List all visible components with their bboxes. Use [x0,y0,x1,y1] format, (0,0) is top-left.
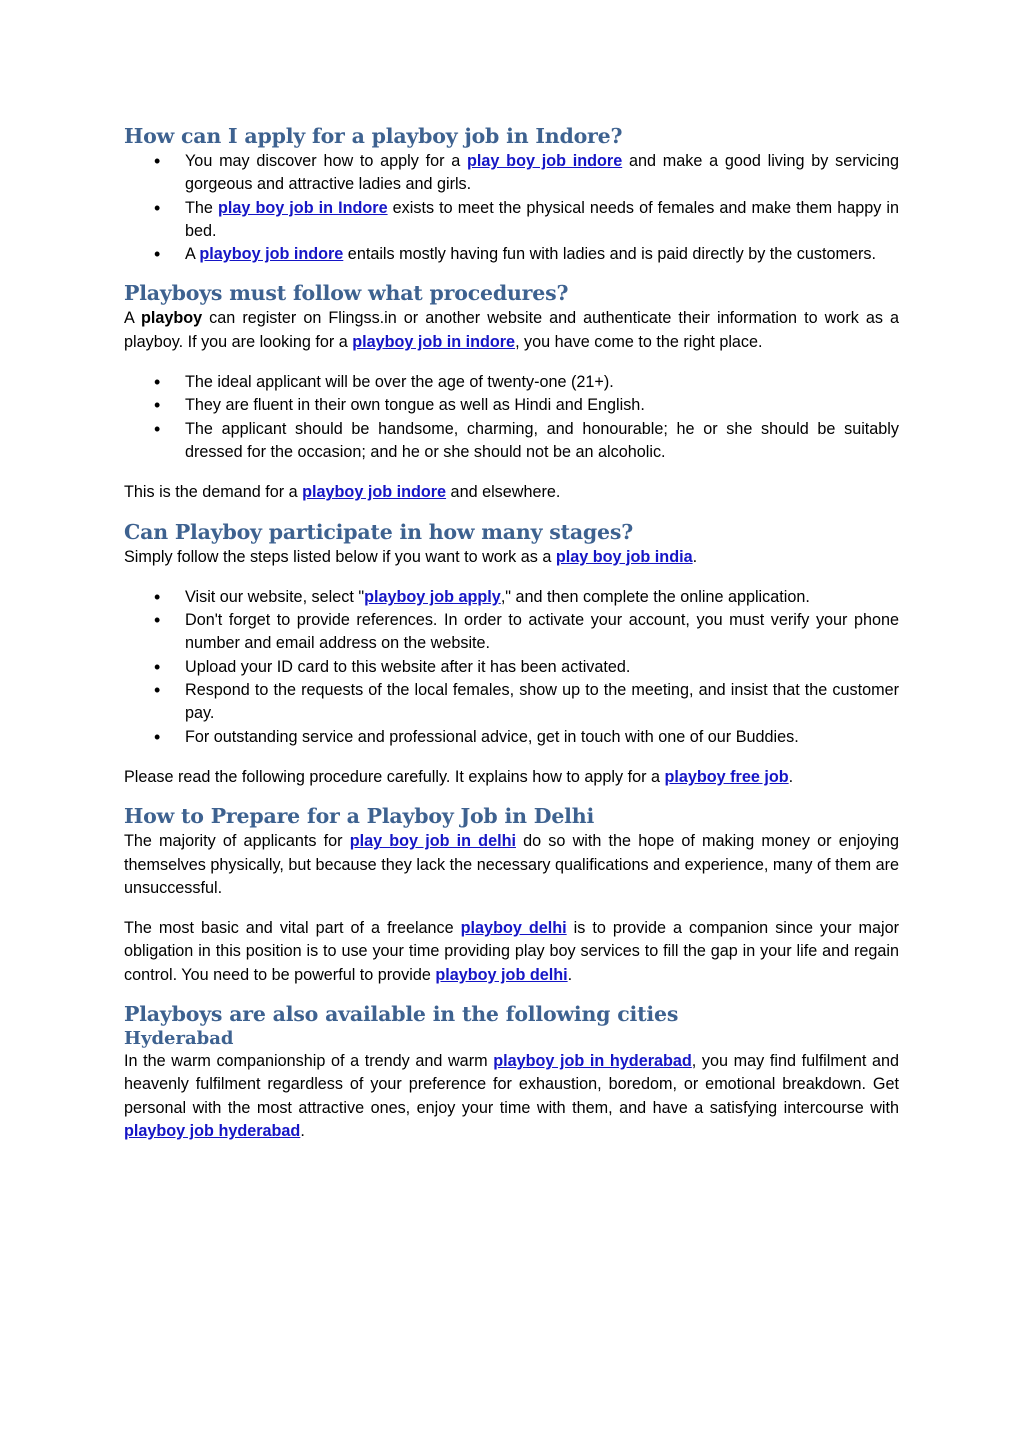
paragraph-delhi-freelance [124,917,899,987]
heading-delhi: How to Prepare for a Playboy Job in Delhi [124,804,595,829]
text-span: . [788,767,794,786]
list-item: • They are fluent in their own tongue as well as Hindi and English. [124,394,899,417]
list-item: • Respond to the requests of the local females, show up to the meeting, and insist that the customer pay. [124,679,899,726]
list-item: • Upload your ID card to this website after it has been activated. [124,656,899,679]
text-span: , you have come to the right place. [515,332,763,351]
heading-stages: Can Playboy participate in how many stages? [124,519,634,544]
link-playboy-delhi[interactable]: playboy delhi [460,919,567,938]
list-item [124,586,899,609]
text-span: . [692,547,698,566]
text-span: ," and then complete the online application. [500,587,810,606]
list-item: • The applicant should be handsome, charming, and honourable; he or she should be suitably dressed for the occasion; and he or she should not be an alcoholic. [124,418,899,465]
text-span: Visit our website, select " [185,587,365,606]
list-item [124,243,899,266]
link-play-boy-job-in-indore[interactable]: play boy job in Indore [217,198,388,217]
text-span: . [300,1121,305,1140]
bullet-list-indore [124,150,899,266]
link-playboy-free-job[interactable]: playboy free job [664,767,789,786]
text-span: The majority of applicants for [124,832,350,851]
text-span: Simply follow the steps listed below if you want to work as a [124,547,556,566]
text-span: In the warm companionship of a trendy and warm [124,1052,494,1071]
link-playboy-job-apply[interactable]: playboy job apply [364,587,501,606]
list-item: • For outstanding service and professional advice, get in touch with one of our Buddies. [124,726,899,749]
paragraph-register [124,307,899,354]
bullet-list-requirements [124,371,899,464]
text-span: A [185,245,200,264]
link-playboy-job-in-indore[interactable]: playboy job in indore [352,332,516,351]
link-playboy-job-delhi[interactable]: playboy job delhi [435,965,568,984]
text-span: entails mostly having fun with ladies and is paid directly by the customers. [343,245,876,264]
bullet-list-steps [124,586,899,749]
list-item [124,150,899,197]
paragraph-demand [124,481,899,504]
paragraph-procedure [124,766,899,789]
text-span: . [567,965,573,984]
paragraph-delhi-applicants [124,830,899,900]
heading-procedures: Playboys must follow what procedures? [124,281,569,306]
subheading-hyderabad: Hyderabad [124,1028,234,1050]
text-span: and elsewhere. [446,483,561,502]
link-play-boy-job-india[interactable]: play boy job india [555,547,693,566]
link-playboy-job-indore[interactable]: playboy job indore [199,245,344,264]
paragraph-hyderabad [124,1050,899,1143]
text-span: can register on Flingss.in or another website and authenticate their information to work as a playboy. If you are looking for a [124,309,899,351]
text-span: do so with the hope of making money or enjoying themselves physically, but because they lack the necessary qualifications and experience, many of them are unsuccessful. [124,832,900,897]
heading-apply-indore: How can I apply for a playboy job in Indore? [124,124,623,148]
link-play-boy-job-indore[interactable]: play boy job indore [467,152,623,170]
text-span: You may discover how to apply for a [185,152,468,170]
text-span: The most basic and vital part of a freelance [124,919,461,938]
text-span: A [124,309,141,328]
text-span: The [185,198,218,217]
text-span: exists to meet the physical needs of females and make them happy in bed. [185,198,899,240]
text-span: Please read the following procedure carefully. It explains how to apply for a [124,767,665,786]
bold-text: playboy [140,309,203,328]
list-item: • Don't forget to provide references. In order to activate your account, you must verify your phone number and email address on the website. [124,609,899,656]
link-playboy-job-hyderabad[interactable]: playboy job hyderabad [124,1121,301,1140]
text-span: , you may find fulfilment and heavenly fulfilment regardless of your preference for exhaustion, boredom, or emotional breakdown. Get personal with the most attractive ones, enjoy your time with them, and have a satisfying intercourse with [124,1052,900,1117]
paragraph-steps-intro [124,546,899,569]
link-playboy-job-in-hyderabad[interactable]: playboy job in hyderabad [493,1052,692,1071]
text-span: This is the demand for a [124,483,303,502]
link-play-boy-job-in-delhi[interactable]: play boy job in delhi [349,832,516,851]
list-item: • The ideal applicant will be over the age of twenty-one (21+). [124,371,899,394]
document-content [124,123,899,1143]
link-playboy-job-indore-2[interactable]: playboy job indore [302,483,447,502]
text-span: and make a good living by servicing gorgeous and attractive ladies and girls. [185,152,899,194]
heading-cities: Playboys are also available in the following cities [124,1002,679,1027]
text-span: is to provide a companion since your major obligation in this position is to use your time providing play boy services to fill the gap in your life and regain control. You need to be powerful to provide [124,919,899,984]
list-item [124,197,899,244]
